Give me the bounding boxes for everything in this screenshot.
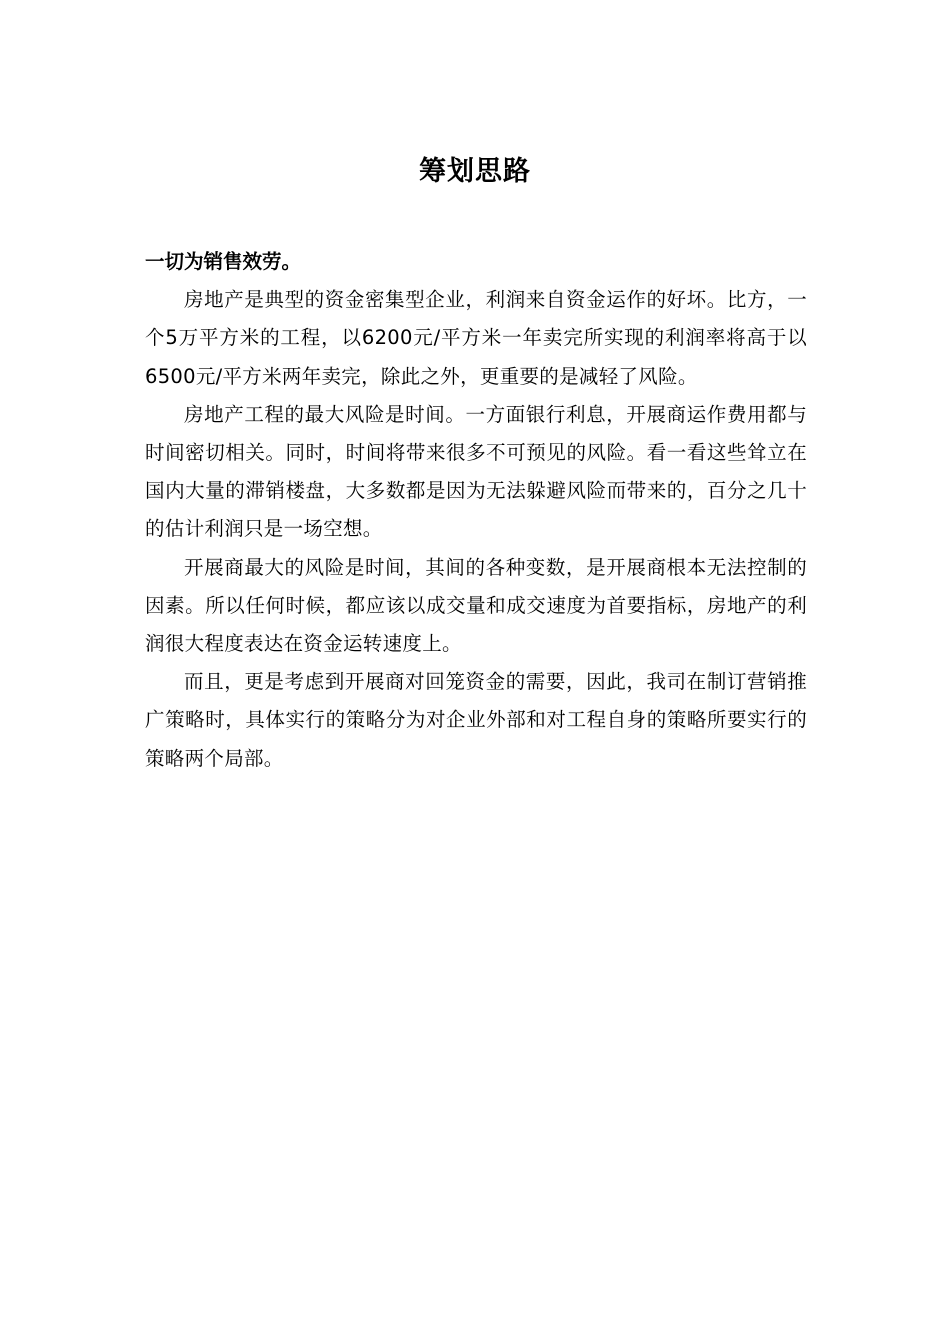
section-heading: 一切为销售效劳。	[145, 250, 302, 273]
document-body	[145, 243, 807, 778]
paragraph-2: 房地产工程的最大风险是时间。一方面银行利息，开展商运作费用都与时间密切相关。同时，时间将带来很多不可预见的风险。看一看这些耸立在国内大量的滞销楼盘，大多数都是因为无法躲避风险而带来的，百分之几十的估计利润只是一场空想。	[145, 402, 807, 541]
paragraph-4: 而且，更是考虑到开展商对回笼资金的需要，因此，我司在制订营销推广策略时，具体实行的策略分为对企业外部和对工程自身的策略所要实行的策略两个局部。	[145, 670, 807, 770]
paragraph-3: 开展商最大的风险是时间，其间的各种变数，是开展商根本无法控制的因素。所以任何时候，都应该以成交量和成交速度为首要指标，房地产的利润很大程度表达在资金运转速度上。	[145, 555, 807, 656]
page-title: 筹划思路	[419, 156, 531, 187]
paragraph-1: 房地产是典型的资金密集型企业，利润来自资金运作的好坏。比方，一个5万平方米的工程，以6200元/平方米一年卖完所实现的利润率将高于以6500元/平方米两年卖完，除此之外，更重要的是减轻了风险。	[145, 288, 807, 388]
